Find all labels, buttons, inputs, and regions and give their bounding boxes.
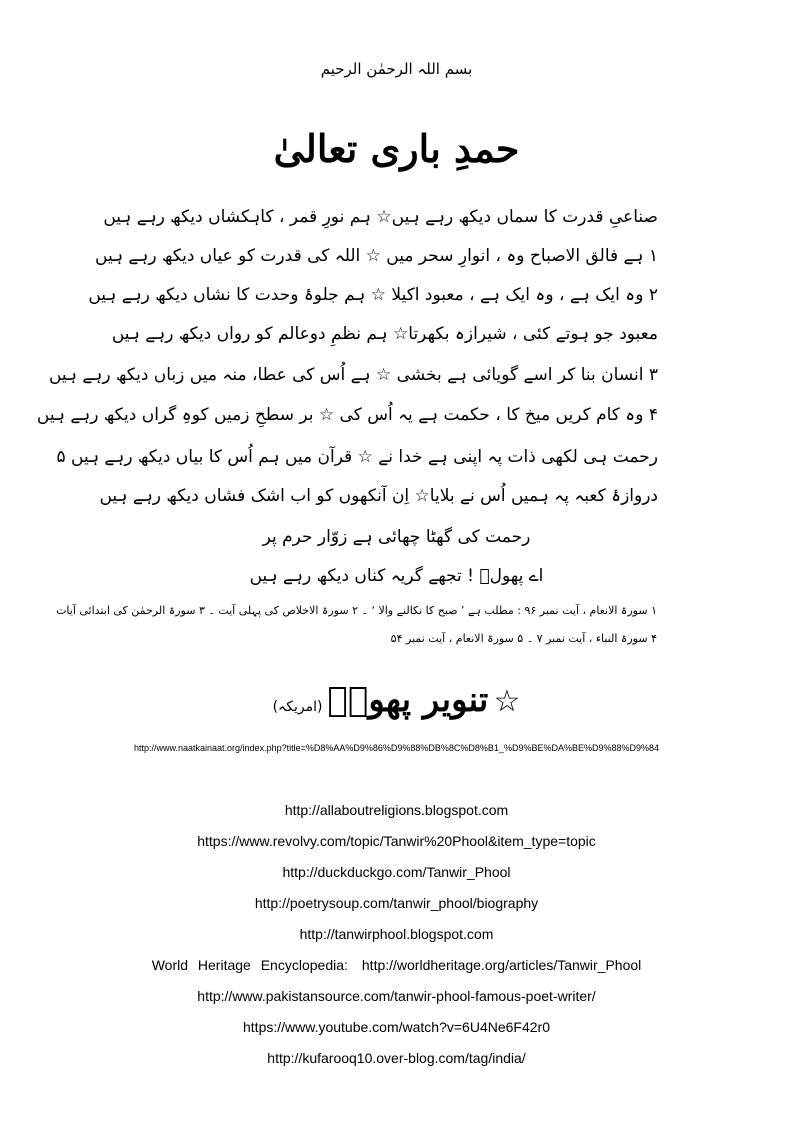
- link[interactable]: http://allaboutreligions.blogspot.com: [284, 802, 509, 818]
- link-item[interactable]: [0, 1019, 793, 1035]
- link-item[interactable]: [0, 833, 793, 849]
- verse-line: صناعیِ قدرت کا سماں دیکھ رہے ہیں☆ ہم نورِ قمر ، کاہکشاں دیکھ رہے ہیں: [103, 207, 658, 227]
- link[interactable]: http://worldheritage.org/articles/Tanwir_Phool: [361, 957, 642, 973]
- link-item[interactable]: [0, 864, 793, 880]
- link[interactable]: http://tanwirphool.blogspot.com: [299, 926, 494, 942]
- verse-line: معبود جو ہوتے کئی ، شیرازہ بکھرتا☆ ہم نظمِ دوعالم کو رواں دیکھ رہے ہیں: [111, 324, 658, 344]
- verse-line: رحمت کی گھٹا چھائی ہے زوّار حرم پر: [262, 527, 531, 547]
- link-item[interactable]: [0, 988, 793, 1004]
- verse-line: دروازۂ کعبہ پہ ہمیں اُس نے بلایا☆ اِن آنکھوں کو اب اشک فشاں دیکھ رہے ہیں: [99, 486, 658, 506]
- star-icon: ☆: [493, 684, 521, 719]
- source-url[interactable]: http://www.naatkainaat.org/index.php?title=%D8%AA%D9%86%D9%88%DB%8C%D8%B1_%D9%BE%DA%BE%D9%88%D9%84: [133, 743, 660, 753]
- link[interactable]: http://kufarooq10.over-blog.com/tag/india/: [267, 1050, 526, 1066]
- link-item[interactable]: [0, 895, 793, 911]
- link[interactable]: https://www.youtube.com/watch?v=6U4Ne6F42r0: [243, 1019, 550, 1035]
- author-country: (امریکہ): [272, 699, 323, 715]
- link[interactable]: https://www.revolvy.com/topic/Tanwir%20Phool&item_type=topic: [197, 833, 596, 849]
- verse-line: اے پھولؔ ! تجھے گریہ کناں دیکھ رہے ہیں: [249, 566, 544, 586]
- link-item[interactable]: [0, 1050, 793, 1066]
- page-title: حمدِ باری تعالیٰ: [273, 126, 520, 171]
- verse-line: ۱ ہے فالق الاصباح وہ ، انوارِ سحر میں ☆ اللہ کی قدرت کو عیاں دیکھ رہے ہیں: [95, 246, 658, 266]
- bismillah: بسم اللہ الرحمٰن الرحیم: [320, 60, 473, 78]
- verse-line: ۳ انسان بنا کر اسے گویائی ہے بخشی ☆ ہے اُس کی عطا، منہ میں زباں دیکھ رہے ہیں: [48, 365, 658, 385]
- link[interactable]: http://duckduckgo.com/Tanwir_Phool: [282, 864, 511, 880]
- verse-line: ۲ وہ ایک ہے ، وہ ایک ہے ، معبود اکیلا ☆ ہم جلوۂ وحدت کا نشاں دیکھ رہے ہیں: [88, 285, 658, 305]
- link-item[interactable]: [0, 802, 793, 818]
- author-signature: [0, 680, 793, 720]
- author-name: تنویر پھولؔ: [327, 680, 489, 720]
- footnote: ۴ سورۃ النباء ، آیت نمبر ۷ ۔ ۵ سورۃ الانعام ، آیت نمبر ۵۴: [390, 632, 657, 645]
- verse-line: ۴ وہ کام کریں میخ کا ، حکمت ہے یہ اُس کی ☆ بر سطحِ زمیں کوہِ گراں دیکھ رہے ہیں: [36, 405, 658, 425]
- footnote: ۱ سورۃ الانعام ، آیت نمبر ۹۶ : مطلب ہے ’ صبح کا نکالنے والا ‘ ۔ ۲ سورۃ الاخلاص کی پہلی آیت ۔ ۳ سورۃ الرحمٰن کی ابتدائی آیات: [56, 604, 657, 617]
- link[interactable]: http://www.pakistansource.com/tanwir-phool-famous-poet-writer/: [197, 988, 596, 1004]
- verse-line: رحمت ہی لکھی ذات پہ اپنی ہے خدا نے ☆ قرآن میں ہم اُس کا بیاں دیکھ رہے ہیں ۵: [56, 447, 658, 467]
- link-label: World Heritage Encyclopedia:: [151, 957, 348, 973]
- link-item[interactable]: [0, 957, 793, 973]
- link[interactable]: http://poetrysoup.com/tanwir_phool/biography: [254, 895, 539, 911]
- link-item[interactable]: [0, 926, 793, 942]
